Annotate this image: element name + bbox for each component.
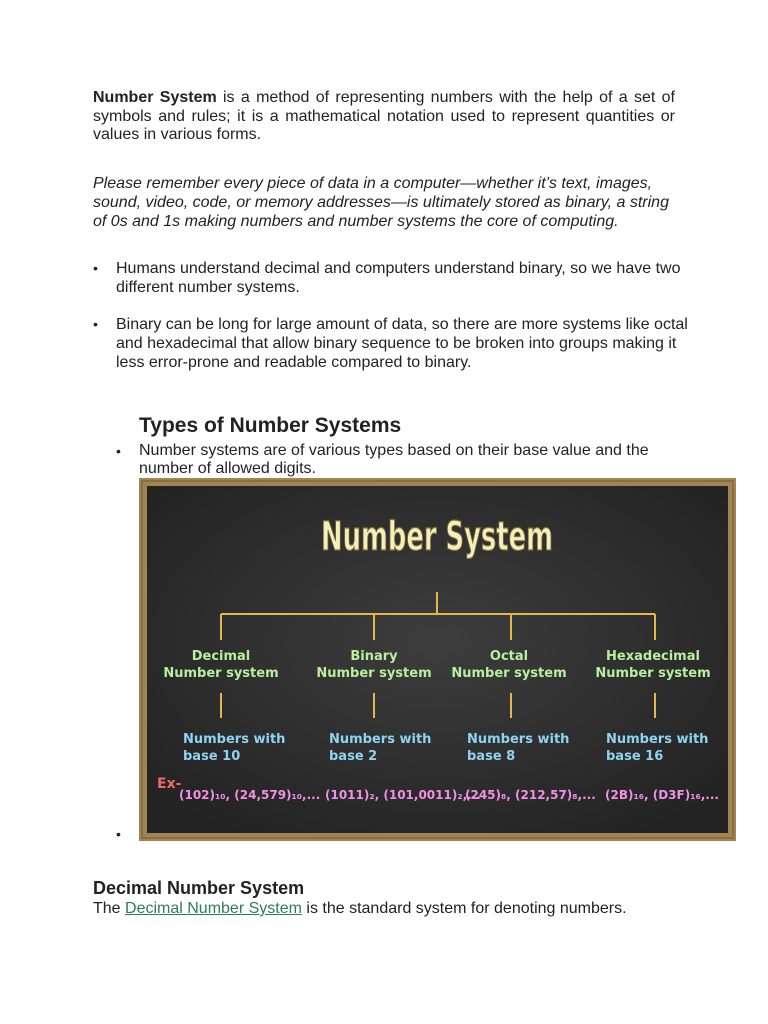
decimal-paragraph [93, 899, 627, 918]
octal-label-1: Octal [489, 649, 529, 664]
board-title: Number System [321, 514, 553, 560]
intro-paragraph [93, 89, 675, 145]
octal-base-1: Numbers with [467, 732, 570, 747]
list-item: • Binary can be long for large amount of data, so there are more systems like octal and hexadecimal that allow binary sequence to be broken into groups making it less error-prone and readable compared to binary. [93, 315, 693, 372]
binary-label-2: Number system [316, 666, 432, 681]
note-paragraph: Please remember every piece of data in a computer—whether it’s text, images, sound, video, code, or memory addresses—is ultimately stored as binary, a string of 0s and 1s making numbers and number systems the core of computing. [93, 175, 669, 230]
decimal-base-2: base 10 [183, 749, 241, 764]
decimal-para-after: is the standard system for denoting numbers. [301, 900, 627, 917]
hexadecimal-label-2: Number system [595, 666, 711, 681]
types-heading: Types of Number Systems [139, 414, 402, 437]
binary-label-1: Binary [350, 649, 398, 664]
list-item: • Number systems are of various types based on their base value and the number of allowed digits. [116, 442, 696, 478]
decimal-heading: Decimal Number System [93, 878, 305, 898]
octal-base-2: base 8 [467, 749, 516, 764]
number-system-chalkboard [139, 478, 736, 841]
binary-base-1: Numbers with [329, 732, 432, 747]
intro-term: Number System [93, 89, 217, 106]
example-label: Ex- [157, 776, 182, 792]
types-bullet-list [116, 442, 696, 478]
octal-example: (245)₈, (212,57)₈,... [465, 788, 596, 802]
bullet-list-1 [93, 259, 693, 297]
hexadecimal-example: (2B)₁₆, (D3F)₁₆,... [605, 788, 719, 802]
decimal-example: (102)₁₀, (24,579)₁₀,... [179, 788, 321, 802]
decimal-label-2: Number system [163, 666, 279, 681]
bullet-list-2 [93, 315, 693, 372]
decimal-number-system-link[interactable]: Decimal Number System [125, 900, 302, 917]
binary-base-2: base 2 [329, 749, 378, 764]
hexadecimal-label-1: Hexadecimal [606, 649, 700, 664]
decimal-label-1: Decimal [191, 649, 251, 664]
empty-bullet: • [116, 826, 121, 842]
list-item: • Humans understand decimal and computers understand binary, so we have two different number systems. [93, 259, 693, 297]
hexadecimal-base-1: Numbers with [606, 732, 709, 747]
hexadecimal-base-2: base 16 [606, 749, 664, 764]
binary-example: (1011)₂, (101,0011)₂,... [325, 788, 481, 802]
intro-text: is a method of representing numbers with the help of a set of symbols and rules; it is a mathematical notation used to represent quantities or values in various forms. [93, 89, 675, 144]
decimal-base-1: Numbers with [183, 732, 286, 747]
octal-label-2: Number system [451, 666, 567, 681]
decimal-para-before: The [93, 900, 126, 917]
